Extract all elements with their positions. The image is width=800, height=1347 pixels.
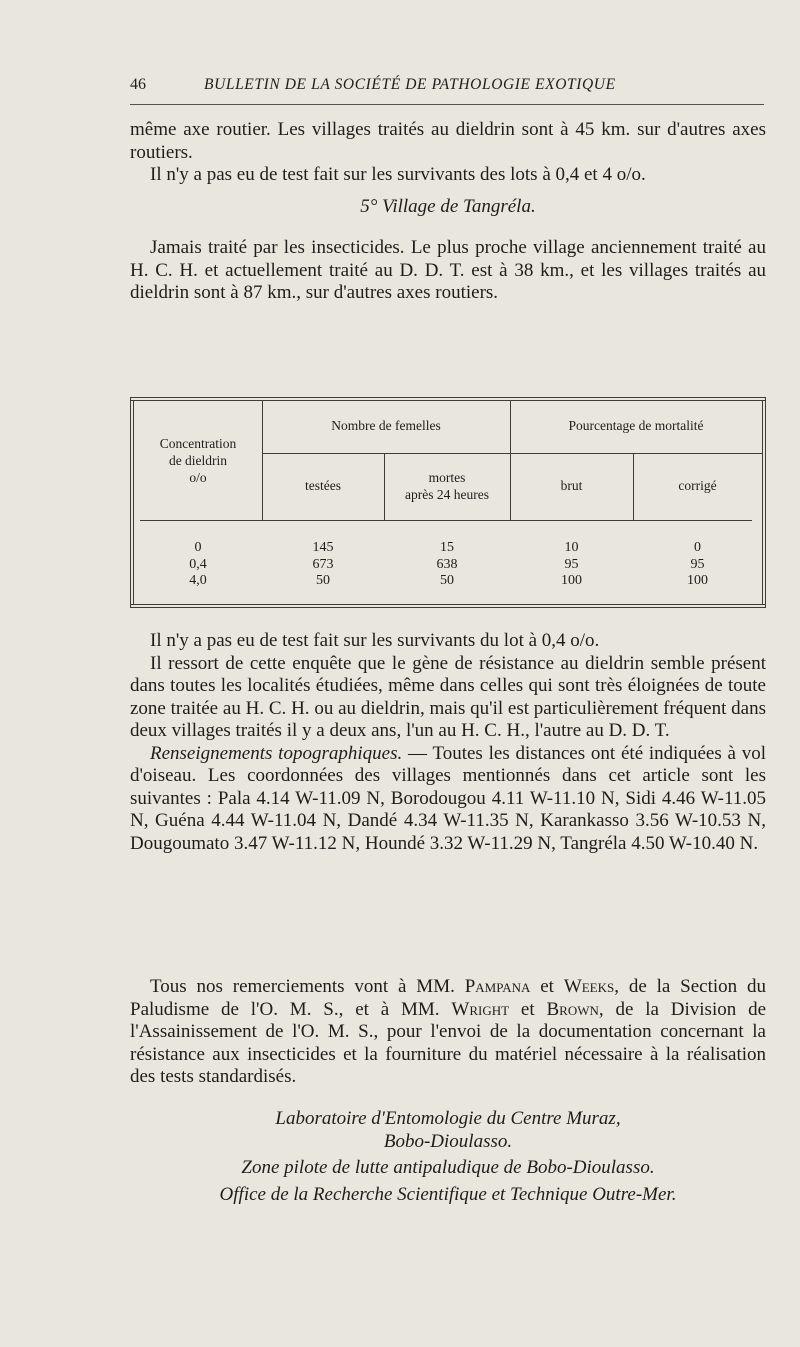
ack-text: et [509,998,547,1020]
ack-text: , de la Division de l'Assainissement de l'O. M. S., pour l'envoi de la documentation concernant la résistance aux insecticides et la fourniture du matériel nécessaire à la réalisation des tests standardisés. [130,998,767,1087]
topography-text: — Toutes les distances ont été indiquées à vol d'oiseau. Les coordonnées des villages mentionnés dans cet article sont les suivantes : Pala 4.14 W-11.09 N, Borodougou 4.11 W-11.10 N, Sidi 4.46 W-11.05 N, Guéna 4.44 W-11.04 N, Dandé 4.34 W-11.35 N, Karankasso 3.56 W-10.53 N, Dougoumato 3.47 W-11.12 N, Houndé 3.32 W-11.29 N, Tangréla 4.50 W-10.40 N. [130,742,766,854]
table-cell: 145 [312,540,334,555]
table-cell: 0 [194,540,202,555]
dead-header-line-2: après 24 heures [405,487,489,502]
concentration-header-line-2: de dieldrin [168,453,228,468]
raw-header: brut [560,478,583,493]
topography-paragraph [130,743,766,856]
table-cell: 0 [694,540,701,555]
table-cell: 95 [564,557,579,572]
conclusion-paragraph: Il ressort de cette enquête que le gène de résistance au dieldrin semble présent dans toutes les localités étudiées, même dans celles qui sont très éloignées de toute zone traitée au H. C. H. ou au dieldrin, mais qu'il est particulièrement fréquent dans deux villages traités il y a deux ans, l'un au H. C. H., l'autre au D. D. T. [130,652,766,741]
table-cell: 638 [436,557,458,572]
table-cell: 50 [316,573,330,588]
table-cell: 0,4 [189,557,207,572]
table-cell: 10 [564,540,579,555]
table-cell: 100 [561,573,582,588]
table-cell: 4,0 [189,573,207,588]
ack-name: Weeks [563,976,615,997]
table-cell: 50 [440,573,454,588]
topography-label: Renseignements topographiques. [150,742,403,764]
concentration-header [134,435,262,486]
ack-text: , de la Section du Paludisme de l'O. M. S., et à MM. [130,976,766,1020]
ack-text: et [530,976,564,997]
intro-paragraph-2: Il n'y a pas eu de test fait sur les survivants des lots à 0,4 et 4 o/o. [150,164,646,185]
running-header [130,76,764,105]
page-number: 46 [130,76,146,93]
affiliation-line-3: Zone pilote de lutte antipaludique de Bobo-Dioulasso. [241,1157,655,1178]
affiliation-line-1: Laboratoire d'Entomologie du Centre Muraz, [275,1108,621,1129]
table-cell: 673 [312,557,334,572]
dead-header-line-1: mortes [428,470,466,485]
ack-name: Brown [546,998,599,1020]
mortality-table [130,397,766,609]
dead-header [384,469,510,503]
after-table-block [130,630,766,855]
table-cell: 15 [440,540,454,555]
intro-paragraph-3: Jamais traité par les insecticides. Le plus proche village anciennement traité au H. C. H. et actuellement traité au D. D. T. est à 38 km., et les villages traités au dieldrin sont à 87 km., sur d'autres axes routiers. [130,237,766,303]
corrected-header: corrigé [678,478,717,493]
journal-title: BULLETIN DE LA SOCIÉTÉ DE PATHOLOGIE EXOTIQUE [204,76,616,93]
acknowledgements-block [130,976,766,1089]
table-cell: 95 [690,557,705,572]
concentration-header-line-1: Concentration [159,436,237,451]
affiliation-line-4: Office de la Recherche Scientifique et Technique Outre-Mer. [219,1184,677,1205]
females-header: Nombre de femelles [331,418,441,433]
ack-text: Tous nos remerciements vont à MM. [150,976,465,997]
section-heading: 5° Village de Tangréla. [360,195,536,217]
tested-header: testées [305,478,341,493]
concentration-header-line-3: o/o [189,470,207,485]
after-table-paragraph-1: Il n'y a pas eu de test fait sur les survivants du lot à 0,4 o/o. [150,630,600,651]
mortality-header: Pourcentage de mortalité [568,418,704,433]
table-cell: 100 [687,573,708,588]
ack-name: Pampana [464,976,531,997]
ack-name: Wright [451,998,510,1020]
intro-paragraph-1: même axe routier. Les villages traités au dieldrin sont à 45 km. sur d'autres axes routiers. [130,119,766,163]
acknowledgements-paragraph [130,976,766,1089]
affiliation-line-2: Bobo-Dioulasso. [383,1131,513,1152]
intro-block [130,119,766,305]
